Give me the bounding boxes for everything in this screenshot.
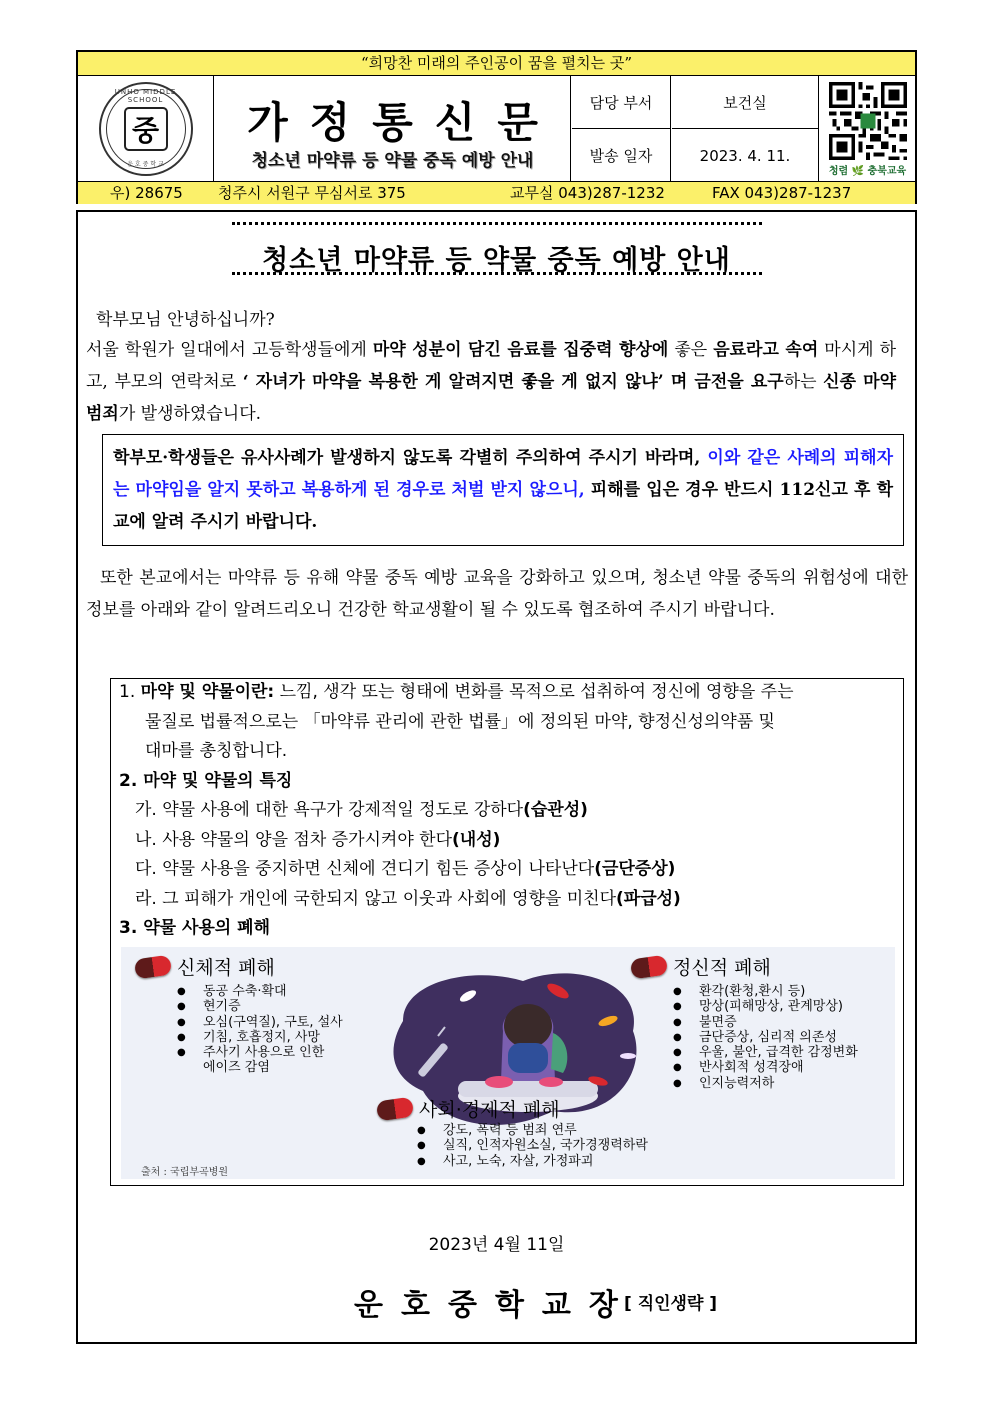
drug-info-box	[110, 678, 904, 1186]
list-item: ● 망상(피해망상, 관계망상)	[673, 999, 858, 1014]
slogan: “희망찬 미래의 주인공이 꿈을 펼치는 곳”	[78, 52, 915, 76]
social-harm-title: 사회·경제적 폐해	[419, 1099, 560, 1121]
feature-text: 가. 약물 사용에 대한 욕구가 강제적일 정도로 강하다	[135, 800, 524, 820]
list-item: ● 불면증	[673, 1015, 858, 1030]
feature-item	[135, 854, 675, 884]
physical-harm-list	[177, 984, 343, 1076]
logo-mark: 중	[124, 107, 168, 151]
list-item-continued: 에이즈 감염	[203, 1060, 270, 1076]
greeting: 학부모님 안녕하십니까?	[96, 310, 275, 330]
list-item: ● 동공 수축·확대	[177, 984, 343, 999]
intro-text-3: 마시게 하고, 부모의 연락처로	[86, 340, 897, 392]
mental-harm-list	[673, 984, 858, 1091]
notice-text-1: 학부모·학생들은 유사사례가 발생하지 않도록 각별히 주의하여 주시기 바라며,	[113, 448, 708, 468]
feature-keyword: (금단증상)	[594, 859, 676, 879]
feature-keyword: (습관성)	[523, 800, 588, 820]
date-label: 발송 일자	[572, 129, 671, 182]
principal-signature: 운호중학교장	[354, 1288, 636, 1323]
bottom-dotted-divider	[232, 272, 762, 275]
newsletter-title: 가정통신문	[247, 98, 560, 147]
qr-cell	[820, 76, 915, 182]
notice-text-2: 피해를 입은 경우 반드시 112신고 후 학교에 알려 주시기 바랍니다.	[113, 480, 893, 532]
list-item: ● 기침, 호흡정지, 사망	[177, 1030, 343, 1045]
section-1-line-1	[119, 677, 794, 707]
physical-harm-title: 신체적 폐해	[177, 957, 275, 979]
intro-bold-3: ‘ 자녀가 마약을 복용한 게 알려지면 좋을 게 없지 않냐’ 며 금전을 요구	[242, 372, 784, 392]
seal-omitted-note: [ 직인생략 ]	[624, 1294, 718, 1314]
logo-ring-text: UNHO MIDDLE SCHOOL	[114, 88, 177, 104]
qr-caption: 청렴 🌿 충북교육	[828, 165, 907, 177]
mental-harm-heading	[631, 953, 771, 980]
section-1-text-1: 느낌, 생각 또는 형태에 변화를 목적으로 섭취하여 정신에 영향을 주는	[274, 682, 794, 702]
top-dotted-divider	[232, 222, 762, 225]
feature-item	[135, 825, 500, 855]
list-item: ● 사고, 노숙, 자살, 가정파괴	[417, 1154, 648, 1169]
info-paragraph: 또한 본교에서는 마약류 등 유해 약물 중독 예방 교육을 강화하고 있으며, 청소년 약물 중독의 위험성에 대한 정보를 아래와 같이 알려드리오니 건강한 학교생활이 될 수 있도록 협조하여 주시기 바랍니다.	[86, 568, 908, 620]
address-text: 청주시 서원구 무심서로 375	[218, 184, 406, 202]
intro-bold-2: 음료라고 속여	[713, 340, 819, 360]
letter-body	[76, 210, 917, 1344]
notice-box	[102, 434, 904, 546]
feature-item	[135, 884, 681, 914]
qr-code-icon[interactable]	[829, 82, 907, 160]
list-item: ● 반사회적 성격장애	[673, 1060, 858, 1075]
intro-text-4: 하는	[783, 372, 824, 392]
list-item: ● 현기증	[177, 999, 343, 1014]
list-item: ● 환각(환청,환시 등)	[673, 984, 858, 999]
harm-infographic	[121, 947, 895, 1179]
postal-code: 우) 28675	[110, 184, 183, 202]
intro-text-1: 서울 학원가 일대에서 고등학생들에게	[86, 340, 373, 360]
intro-bold-4: 신종 마약 범죄	[86, 372, 897, 424]
dept-label: 담당 부서	[572, 76, 671, 129]
logo-ring-bottom-text: 운 호 중 학 교	[127, 161, 164, 168]
school-logo-cell	[78, 76, 214, 182]
section-3-heading: 3. 약물 사용의 폐해	[119, 918, 270, 938]
title-cell	[215, 76, 571, 182]
address-row	[78, 182, 915, 204]
feature-text: 나. 사용 약물의 양을 점차 증가시켜야 한다	[135, 830, 453, 850]
social-harm-heading	[377, 1095, 560, 1122]
fax-number: FAX 043)287-1237	[712, 184, 852, 202]
letterhead-main-row	[78, 76, 915, 182]
intro-text-5: 가 발생하였습니다.	[118, 404, 262, 424]
social-harm-list	[417, 1123, 648, 1169]
list-item: ● 실직, 인적자원소실, 국가경쟁력하락	[417, 1138, 648, 1153]
list-item: ● 오심(구역질), 구토, 설사	[177, 1015, 343, 1030]
section-1-number: 1.	[119, 682, 136, 702]
letterhead	[76, 50, 917, 204]
dept-value: 보건실	[672, 76, 819, 129]
feature-keyword: (내성)	[452, 830, 501, 850]
capsule-icon	[376, 1096, 414, 1121]
date-value: 2023. 4. 11.	[672, 129, 819, 182]
issue-date: 2023년 4월 11일	[428, 1235, 565, 1255]
feature-text: 라. 그 피해가 개인에 국한되지 않고 이웃과 사회에 영향을 미친다	[135, 889, 617, 909]
feature-item	[135, 795, 588, 825]
list-item: ● 금단증상, 심리적 의존성	[673, 1030, 858, 1045]
newsletter-subtitle: 청소년 마약류 등 약물 중독 예방 안내	[251, 151, 534, 171]
feature-text: 다. 약물 사용을 중지하면 신체에 견디기 힘든 증상이 나타난다	[135, 859, 595, 879]
school-logo	[99, 82, 193, 176]
section-1-line-3: 대마를 총칭합니다.	[145, 741, 288, 761]
section-2-heading: 2. 마약 및 약물의 특징	[119, 771, 293, 791]
list-item: ● 우울, 불안, 급격한 감정변화	[673, 1045, 858, 1060]
mental-harm-title: 정신적 폐해	[673, 957, 771, 979]
notice-highlight: 이와 같은 사례의 피해자는 마약임을 알지 못하고 복용하게 된 경우로 처벌 받지 않으니,	[113, 448, 894, 500]
list-item: ● 강도, 폭력 등 범죄 연루	[417, 1123, 648, 1138]
physical-harm-heading	[135, 953, 275, 980]
section-1-line-2: 물질로 법률적으로는 「마약류 관리에 관한 법률」에 정의된 마약, 향정신성의약품 및	[145, 712, 775, 732]
intro-text-2: 좋은	[668, 340, 714, 360]
intro-bold-1: 마약 성분이 담긴 음료를 집중력 향상에	[372, 340, 669, 360]
section-1-heading: 마약 및 약물이란:	[140, 682, 275, 702]
office-phone: 교무실 043)287-1232	[510, 184, 665, 202]
intro-paragraph	[86, 334, 896, 430]
document-title: 청소년 마약류 등 약물 중독 예방 안내	[262, 245, 731, 276]
capsule-icon	[134, 954, 172, 979]
feature-keyword: (파급성)	[616, 889, 681, 909]
infographic-source: 출처 : 국립부곡병원	[141, 1167, 229, 1178]
list-item: ● 주사기 사용으로 인한	[177, 1045, 343, 1060]
capsule-icon	[630, 954, 668, 979]
list-item: ● 인지능력저하	[673, 1076, 858, 1091]
